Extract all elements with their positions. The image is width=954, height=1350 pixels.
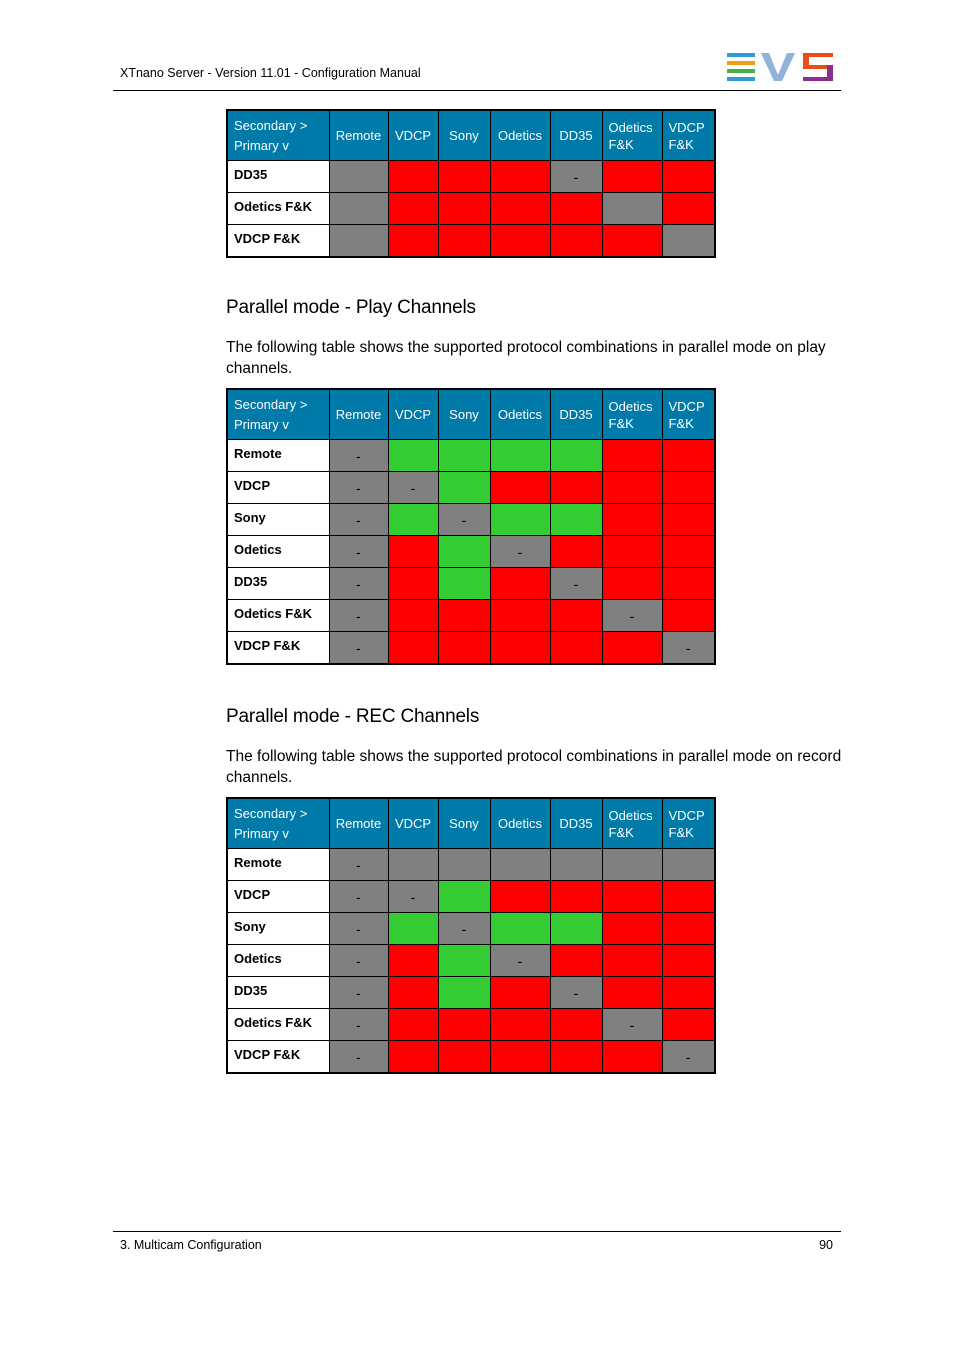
matrix-cell <box>329 504 388 536</box>
column-header-dd35: DD35 <box>550 389 602 440</box>
column-header-sony: Sony <box>438 389 490 440</box>
matrix-cell <box>329 881 388 913</box>
matrix-cell <box>662 881 715 913</box>
matrix-cell <box>550 977 602 1009</box>
not-applicable-dash: - <box>685 639 691 656</box>
matrix-cell <box>662 1041 715 1074</box>
matrix-cell <box>602 881 662 913</box>
matrix-cell <box>388 440 438 472</box>
matrix-cell <box>388 913 438 945</box>
table-row <box>227 193 715 225</box>
table-row <box>227 977 715 1009</box>
matrix-cell <box>438 193 490 225</box>
matrix-cell <box>329 977 388 1009</box>
matrix-cell <box>550 536 602 568</box>
matrix-cell <box>490 1041 550 1074</box>
row-label: Remote <box>227 440 329 472</box>
corner-header <box>227 110 329 161</box>
matrix-cell <box>662 977 715 1009</box>
matrix-cell <box>550 1009 602 1041</box>
matrix-cell <box>602 161 662 193</box>
column-header-text: VDCP <box>668 398 705 414</box>
matrix-cell <box>550 440 602 472</box>
column-header-vdcp-fk <box>662 389 715 440</box>
matrix-cell <box>490 568 550 600</box>
matrix-cell <box>329 440 388 472</box>
row-label: DD35 <box>227 161 329 193</box>
not-applicable-dash: - <box>461 511 467 528</box>
column-header-odetics: Odetics <box>490 389 550 440</box>
not-applicable-dash: - <box>573 168 579 185</box>
table-row <box>227 600 715 632</box>
column-header-sony: Sony <box>438 798 490 849</box>
footer-divider <box>113 1231 841 1232</box>
matrix-cell <box>388 568 438 600</box>
not-applicable-dash: - <box>517 543 523 560</box>
page-number: 90 <box>819 1238 833 1252</box>
corner-header <box>227 389 329 440</box>
matrix-cell <box>602 945 662 977</box>
row-label: Odetics F&K <box>227 193 329 225</box>
matrix-cell <box>602 1009 662 1041</box>
matrix-cell <box>662 568 715 600</box>
table-header-row <box>227 110 715 161</box>
matrix-cell <box>662 849 715 881</box>
matrix-cell <box>329 472 388 504</box>
matrix-cell <box>602 913 662 945</box>
table-row <box>227 945 715 977</box>
row-label: VDCP F&K <box>227 1041 329 1074</box>
protocol-table-play <box>226 388 716 665</box>
matrix-cell <box>388 504 438 536</box>
column-header-odetics-fk <box>602 389 662 440</box>
section-text-rec: The following table shows the supported protocol combinations in parallel mode on record channels. <box>226 748 842 786</box>
footer-section: 3. Multicam Configuration <box>120 1238 262 1252</box>
matrix-cell <box>602 193 662 225</box>
table-row <box>227 568 715 600</box>
row-label: Odetics <box>227 536 329 568</box>
matrix-cell <box>550 632 602 665</box>
column-header-odetics-fk <box>602 798 662 849</box>
section-heading-play: Parallel mode - Play Channels <box>226 297 476 318</box>
matrix-cell <box>438 881 490 913</box>
matrix-cell <box>329 913 388 945</box>
table-row <box>227 913 715 945</box>
table-row <box>227 849 715 881</box>
primary-label: Primary v <box>234 416 289 432</box>
matrix-cell <box>438 161 490 193</box>
column-header-sony: Sony <box>438 110 490 161</box>
matrix-cell <box>550 193 602 225</box>
protocol-table-rec <box>226 797 716 1074</box>
matrix-cell <box>438 632 490 665</box>
matrix-cell <box>388 945 438 977</box>
matrix-cell <box>490 161 550 193</box>
secondary-label: Secondary > <box>234 396 308 412</box>
matrix-cell <box>550 881 602 913</box>
not-applicable-dash: - <box>356 920 361 937</box>
not-applicable-dash: - <box>356 888 361 905</box>
row-label: DD35 <box>227 568 329 600</box>
matrix-cell <box>388 225 438 258</box>
not-applicable-dash: - <box>356 952 361 969</box>
table-row <box>227 225 715 258</box>
matrix-cell <box>490 440 550 472</box>
matrix-cell <box>438 504 490 536</box>
table-row <box>227 632 715 665</box>
column-header-remote: Remote <box>329 110 388 161</box>
header-divider <box>113 90 841 91</box>
matrix-cell <box>602 632 662 665</box>
matrix-cell <box>438 1009 490 1041</box>
matrix-cell <box>388 849 438 881</box>
matrix-cell <box>438 472 490 504</box>
not-applicable-dash: - <box>356 543 361 560</box>
matrix-cell <box>550 913 602 945</box>
matrix-cell <box>388 600 438 632</box>
matrix-cell <box>490 472 550 504</box>
table-row <box>227 536 715 568</box>
evs-logo <box>727 53 833 81</box>
column-header-text: VDCP <box>668 119 705 135</box>
row-label: VDCP <box>227 881 329 913</box>
matrix-cell <box>329 849 388 881</box>
column-header-text: F&K <box>608 415 634 431</box>
not-applicable-dash: - <box>356 447 361 464</box>
matrix-cell <box>602 225 662 258</box>
secondary-label: Secondary > <box>234 805 308 821</box>
matrix-cell <box>662 600 715 632</box>
column-header-text: Odetics <box>608 807 653 823</box>
matrix-cell <box>550 568 602 600</box>
matrix-cell <box>602 568 662 600</box>
matrix-cell <box>388 472 438 504</box>
matrix-cell <box>329 225 388 258</box>
protocol-table-continued <box>226 109 716 258</box>
matrix-cell <box>490 1009 550 1041</box>
matrix-cell <box>602 440 662 472</box>
matrix-cell <box>490 977 550 1009</box>
matrix-cell <box>388 881 438 913</box>
matrix-cell <box>662 472 715 504</box>
column-header-vdcp: VDCP <box>388 798 438 849</box>
secondary-label: Secondary > <box>234 117 308 133</box>
column-header-text: F&K <box>668 824 694 840</box>
column-header-dd35: DD35 <box>550 798 602 849</box>
row-label: DD35 <box>227 977 329 1009</box>
column-header-text: F&K <box>608 136 634 152</box>
matrix-cell <box>550 945 602 977</box>
column-header-text: VDCP <box>668 807 705 823</box>
column-header-text: F&K <box>668 136 694 152</box>
matrix-cell <box>438 945 490 977</box>
matrix-cell <box>602 472 662 504</box>
matrix-cell <box>490 600 550 632</box>
table-row <box>227 881 715 913</box>
column-header-remote: Remote <box>329 389 388 440</box>
row-label: VDCP F&K <box>227 632 329 665</box>
matrix-cell <box>662 193 715 225</box>
section-text-play: The following table shows the supported protocol combinations in parallel mode on play channels. <box>226 339 826 377</box>
matrix-cell <box>329 945 388 977</box>
column-header-odetics: Odetics <box>490 110 550 161</box>
not-applicable-dash: - <box>356 511 361 528</box>
matrix-cell <box>602 600 662 632</box>
matrix-cell <box>388 977 438 1009</box>
corner-header <box>227 798 329 849</box>
column-header-odetics-fk <box>602 110 662 161</box>
matrix-cell <box>438 536 490 568</box>
column-header-vdcp-fk <box>662 798 715 849</box>
matrix-cell <box>438 1041 490 1074</box>
matrix-cell <box>438 913 490 945</box>
matrix-cell <box>662 161 715 193</box>
column-header-remote: Remote <box>329 798 388 849</box>
matrix-cell <box>490 225 550 258</box>
matrix-cell <box>329 536 388 568</box>
column-header-text: Odetics <box>608 119 653 135</box>
not-applicable-dash: - <box>356 1016 361 1033</box>
not-applicable-dash: - <box>356 1048 361 1065</box>
table-header-row <box>227 389 715 440</box>
matrix-cell <box>602 849 662 881</box>
matrix-cell <box>550 161 602 193</box>
matrix-cell <box>602 977 662 1009</box>
matrix-cell <box>550 849 602 881</box>
column-header-vdcp: VDCP <box>388 110 438 161</box>
column-header-text: Odetics <box>608 398 653 414</box>
column-header-dd35: DD35 <box>550 110 602 161</box>
table-row <box>227 504 715 536</box>
matrix-cell <box>329 600 388 632</box>
row-label: Odetics F&K <box>227 1009 329 1041</box>
row-label: Odetics F&K <box>227 600 329 632</box>
column-header-vdcp-fk <box>662 110 715 161</box>
row-label: Remote <box>227 849 329 881</box>
matrix-cell <box>388 536 438 568</box>
matrix-cell <box>662 504 715 536</box>
matrix-cell <box>388 1041 438 1074</box>
row-label: Sony <box>227 504 329 536</box>
not-applicable-dash: - <box>517 952 523 969</box>
matrix-cell <box>490 632 550 665</box>
matrix-cell <box>490 504 550 536</box>
row-label: Sony <box>227 913 329 945</box>
column-header-odetics: Odetics <box>490 798 550 849</box>
table-row <box>227 1041 715 1074</box>
not-applicable-dash: - <box>356 639 361 656</box>
matrix-cell <box>438 225 490 258</box>
not-applicable-dash: - <box>356 856 361 873</box>
matrix-cell <box>662 225 715 258</box>
matrix-cell <box>329 632 388 665</box>
matrix-cell <box>438 568 490 600</box>
matrix-cell <box>388 161 438 193</box>
matrix-cell <box>388 632 438 665</box>
page-header-title: XTnano Server - Version 11.01 - Configuration Manual <box>120 66 421 80</box>
table-row <box>227 1009 715 1041</box>
not-applicable-dash: - <box>573 984 579 1001</box>
table-header-row <box>227 798 715 849</box>
matrix-cell <box>662 632 715 665</box>
matrix-cell <box>329 1009 388 1041</box>
matrix-cell <box>602 1041 662 1074</box>
matrix-cell <box>662 913 715 945</box>
table-row <box>227 161 715 193</box>
matrix-cell <box>602 536 662 568</box>
primary-label: Primary v <box>234 825 289 841</box>
matrix-cell <box>438 849 490 881</box>
matrix-cell <box>490 881 550 913</box>
not-applicable-dash: - <box>410 888 416 905</box>
matrix-cell <box>438 440 490 472</box>
not-applicable-dash: - <box>629 607 635 624</box>
matrix-cell <box>438 600 490 632</box>
column-header-vdcp: VDCP <box>388 389 438 440</box>
matrix-cell <box>550 504 602 536</box>
matrix-cell <box>662 536 715 568</box>
not-applicable-dash: - <box>410 479 416 496</box>
not-applicable-dash: - <box>685 1048 691 1065</box>
matrix-cell <box>388 1009 438 1041</box>
row-label: VDCP <box>227 472 329 504</box>
not-applicable-dash: - <box>461 920 467 937</box>
not-applicable-dash: - <box>356 479 361 496</box>
row-label: Odetics <box>227 945 329 977</box>
matrix-cell <box>662 1009 715 1041</box>
matrix-cell <box>550 472 602 504</box>
not-applicable-dash: - <box>356 607 361 624</box>
table-row <box>227 440 715 472</box>
not-applicable-dash: - <box>629 1016 635 1033</box>
matrix-cell <box>490 536 550 568</box>
primary-label: Primary v <box>234 137 289 153</box>
section-heading-rec: Parallel mode - REC Channels <box>226 706 480 727</box>
matrix-cell <box>662 440 715 472</box>
not-applicable-dash: - <box>356 984 361 1001</box>
matrix-cell <box>550 1041 602 1074</box>
not-applicable-dash: - <box>573 575 579 592</box>
matrix-cell <box>662 945 715 977</box>
matrix-cell <box>550 600 602 632</box>
matrix-cell <box>388 193 438 225</box>
matrix-cell <box>438 977 490 1009</box>
matrix-cell <box>490 945 550 977</box>
matrix-cell <box>602 504 662 536</box>
matrix-cell <box>490 193 550 225</box>
table-row <box>227 472 715 504</box>
column-header-text: F&K <box>608 824 634 840</box>
matrix-cell <box>490 913 550 945</box>
matrix-cell <box>329 193 388 225</box>
matrix-cell <box>490 849 550 881</box>
matrix-cell <box>329 161 388 193</box>
row-label: VDCP F&K <box>227 225 329 258</box>
column-header-text: F&K <box>668 415 694 431</box>
matrix-cell <box>329 1041 388 1074</box>
matrix-cell <box>550 225 602 258</box>
not-applicable-dash: - <box>356 575 361 592</box>
matrix-cell <box>329 568 388 600</box>
